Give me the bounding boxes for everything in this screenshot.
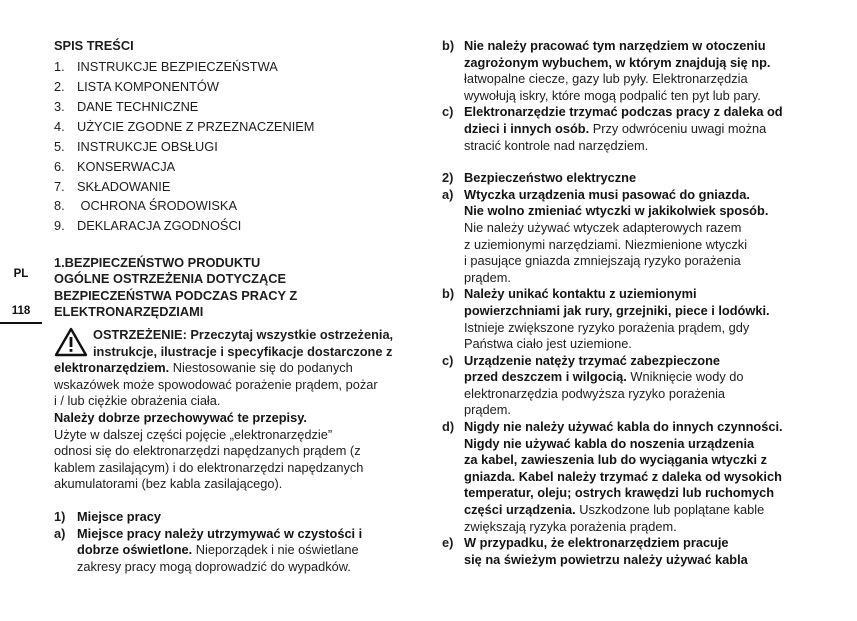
item-bold-text: gniazda. Kabel należy trzymać z daleka od wysokich bbox=[464, 468, 782, 484]
item-bold-text: zagrożonym wybuchem, w którym znajdują się np. bbox=[464, 54, 771, 70]
item-bold-text: Elektronarzędzie trzymać podczas pracy z daleka od bbox=[464, 104, 783, 120]
item-bold-text: za kabel, zawieszenia lub do wyciągania wtyczki z bbox=[464, 452, 767, 468]
toc-item-label: INSTRUKCJE OBSŁUGI bbox=[77, 138, 218, 154]
item-text: łatwopalne ciecze, gazy lub pyły. Elektronarzędzia bbox=[464, 71, 748, 87]
subsection-electrical bbox=[442, 170, 804, 187]
list-marker: d) bbox=[442, 419, 455, 435]
item-text: i pasujące gniazda zmniejszają ryzyko porażenia bbox=[464, 253, 741, 269]
toc-list bbox=[54, 58, 416, 237]
item-text: Nie należy używać wtyczek adapterowych razem bbox=[464, 219, 742, 235]
item-text: prądem. bbox=[464, 269, 511, 285]
item-text: zakresy pracy mogą doprowadzić do wypadków. bbox=[77, 558, 351, 574]
item-bold-text: się na świeżym powietrzu należy używać kabla bbox=[464, 551, 748, 567]
subsection-workplace bbox=[54, 509, 416, 526]
toc-title: SPIS TREŚCI bbox=[54, 38, 134, 53]
warning-line bbox=[54, 360, 416, 377]
list-marker: a) bbox=[442, 186, 454, 202]
toc-item[interactable] bbox=[54, 157, 416, 177]
toc-item-label: DANE TECHNICZNE bbox=[77, 99, 199, 115]
toc-item[interactable] bbox=[54, 217, 416, 237]
item-text: Wniknięcie wody do bbox=[626, 369, 744, 385]
toc-item[interactable] bbox=[54, 137, 416, 157]
item-text: stracić kontrole nad narzędziem. bbox=[464, 137, 649, 153]
list-marker: 2) bbox=[442, 170, 454, 186]
item-bold-text: powierzchniami jak rury, grzejniki, piece i lodówki. bbox=[464, 302, 770, 318]
keep-instructions: Należy dobrze przechowywać te przepisy. bbox=[54, 409, 307, 425]
toc-item-label: SKŁADOWANIE bbox=[77, 178, 171, 194]
toc-item[interactable] bbox=[54, 97, 416, 117]
item-text: z uziemionymi narzędziami. Niezmienione wtyczki bbox=[464, 236, 748, 252]
language-tab: PL bbox=[13, 268, 29, 280]
toc-item-label: UŻYCIE ZGODNE Z PRZEZNACZENIEM bbox=[77, 118, 315, 134]
list-item bbox=[442, 104, 804, 154]
toc-item-number: 2. bbox=[54, 79, 65, 95]
section-heading bbox=[54, 255, 416, 321]
toc-item-label: KONSERWACJA bbox=[77, 158, 176, 174]
warning-line: instrukcje, ilustracje i specyfikacje dostarczone z bbox=[93, 343, 393, 359]
list-marker: b) bbox=[442, 286, 455, 302]
item-bold-text: dzieci i innych osób. bbox=[464, 120, 590, 136]
toc-item-number: 3. bbox=[54, 99, 65, 115]
left-column bbox=[54, 38, 416, 575]
warning-text: Niestosowanie się do podanych bbox=[169, 360, 353, 376]
list-marker: e) bbox=[442, 535, 454, 551]
toc-item-number: 7. bbox=[54, 178, 65, 194]
subsection-title: Bezpieczeństwo elektryczne bbox=[464, 170, 637, 186]
list-item bbox=[442, 38, 804, 104]
item-bold-text: Nie należy pracować tym narzędziem w otoczeniu bbox=[464, 38, 766, 53]
item-text: zwiększają ryzyka porażenia prądem. bbox=[464, 518, 677, 534]
definition-line: kablem zasilającym) i do elektronarzędzi napędzanych bbox=[54, 459, 364, 475]
toc-item-number: 5. bbox=[54, 138, 65, 154]
warning-triangle-icon bbox=[54, 327, 88, 357]
page-number: 118 bbox=[11, 305, 31, 317]
item-bold-text: części urządzenia. bbox=[464, 502, 576, 518]
item-bold-text: Nigdy nie należy używać kabla do innych czynności. bbox=[464, 419, 783, 435]
item-text: Nieporządek i nie oświetlane bbox=[192, 542, 359, 558]
item-bold-text: Należy unikać kontaktu z uziemionymi bbox=[464, 286, 697, 302]
list-item bbox=[442, 187, 804, 287]
item-text: elektronarzędzia podwyższa ryzyko porażenia bbox=[464, 385, 726, 401]
section-heading-line: ELEKTRONARZĘDZIAMI bbox=[54, 304, 204, 320]
section-heading-line: BEZPIECZEŃSTWA PODCZAS PRACY Z bbox=[54, 287, 298, 303]
toc-item-label: DEKLARACJA ZGODNOŚCI bbox=[77, 218, 242, 234]
definition-line: akumulatorami (bez kabla zasilającego). bbox=[54, 476, 283, 492]
toc-item-label: INSTRUKCJE BEZPIECZEŃSTWA bbox=[77, 59, 278, 75]
list-marker: c) bbox=[442, 104, 454, 120]
list-item bbox=[442, 353, 804, 419]
section-heading-line: 1.BEZPIECZEŃSTWO PRODUKTU bbox=[54, 254, 261, 270]
list-marker: c) bbox=[442, 352, 454, 368]
item-bold-text: przed deszczem i wilgocią. bbox=[464, 369, 627, 385]
item-bold-text: Nigdy nie używać kabla do noszenia urządzenia bbox=[464, 435, 755, 451]
item-bold-text: dobrze oświetlone. bbox=[77, 542, 193, 558]
warning-bold-text: elektronarzędziem. bbox=[54, 360, 170, 376]
toc-item-number: 4. bbox=[54, 118, 65, 134]
item-text: prądem. bbox=[464, 402, 511, 418]
item-bold-text: Miejsce pracy należy utrzymywać w czystości i bbox=[77, 525, 363, 541]
item-text: Państwa ciało jest uziemione. bbox=[464, 336, 632, 352]
toc-item[interactable] bbox=[54, 58, 416, 78]
item-text: wywołują iskry, które mogą podpalić ten pyt lub pary. bbox=[464, 87, 761, 103]
list-marker: 1) bbox=[54, 508, 66, 524]
toc-item-number: 6. bbox=[54, 158, 65, 174]
item-bold-text: W przypadku, że elektronarzędziem pracuje bbox=[464, 535, 729, 551]
list-item bbox=[442, 286, 804, 352]
toc-item-label: OCHRONA ŚRODOWISKA bbox=[77, 198, 237, 214]
item-bold-text: Urządzenie natężу trzymać zabezpieczone bbox=[464, 352, 721, 368]
item-bold-text: Nie wolno zmieniać wtyczki w jakikolwiek sposób. bbox=[464, 203, 769, 219]
item-text: Uszkodzone lub poplątane kable bbox=[575, 502, 765, 518]
toc-item-number: 1. bbox=[54, 59, 65, 75]
list-marker: a) bbox=[54, 525, 66, 541]
item-text: Istnieje zwiększone ryzyko porażenia prądem, gdy bbox=[464, 319, 750, 335]
list-item bbox=[442, 419, 804, 535]
toc-item[interactable] bbox=[54, 117, 416, 137]
toc-item[interactable] bbox=[54, 197, 416, 217]
toc-item-number: 9. bbox=[54, 218, 65, 234]
toc-item-label: LISTA KOMPONENTÓW bbox=[77, 79, 219, 95]
item-bold-text: temperatur, oleju; ostrych krawędzi lub ruchomych bbox=[464, 485, 775, 501]
list-item bbox=[54, 526, 416, 576]
warning-line: i / lub ciężkie obrażenia ciała. bbox=[54, 393, 221, 409]
warning-block bbox=[54, 327, 416, 493]
definition-line: odnosi się do elektronarzędzi napędzanych prądem (z bbox=[54, 443, 361, 459]
list-marker: b) bbox=[442, 38, 455, 53]
page-number-rule bbox=[0, 322, 42, 324]
section-heading-line: OGÓLNE OSTRZEŻENIA DOTYCZĄCE bbox=[54, 271, 287, 287]
item-bold-text: Wtyczka urządzenia musi pasować do gniazda. bbox=[464, 186, 750, 202]
warning-line: OSTRZEŻENIE: Przeczytaj wszystkie ostrzeżenia, bbox=[93, 326, 394, 342]
item-text: Przy odwróceniu uwagi można bbox=[589, 120, 767, 136]
toc-item[interactable] bbox=[54, 177, 416, 197]
right-column bbox=[442, 38, 804, 568]
list-item bbox=[442, 535, 804, 568]
toc-item[interactable] bbox=[54, 77, 416, 97]
toc-item-number: 8. bbox=[54, 198, 65, 214]
definition-line: Użyte w dalszej części pojęcie „elektronarzędzie” bbox=[54, 426, 333, 442]
subsection-title: Miejsce pracy bbox=[77, 508, 161, 524]
warning-line: wskazówek może spowodować porażenie prądem, pożar bbox=[54, 376, 378, 392]
